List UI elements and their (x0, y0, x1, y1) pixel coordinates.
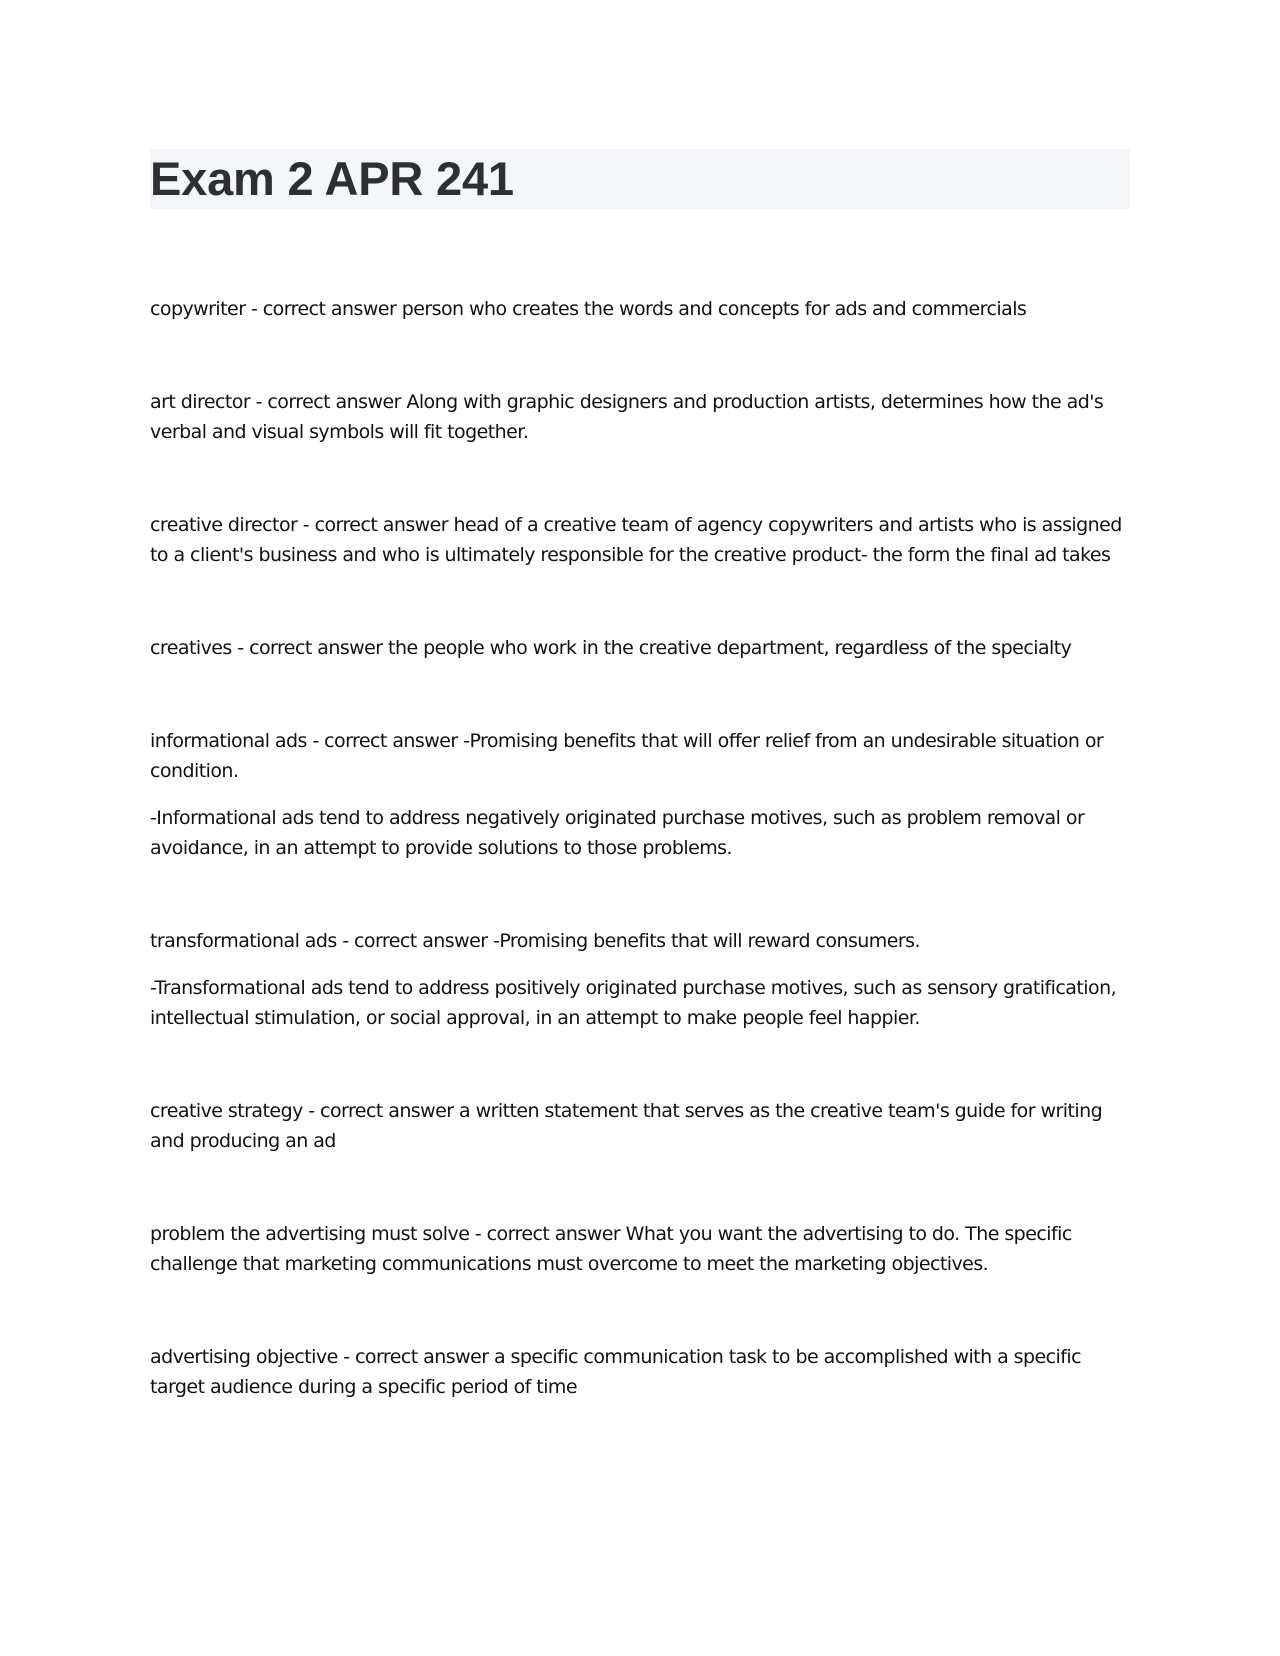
entry-text: creative director - correct answer head of a creative team of agency copywriters and artists who is assigned to a client's business and who is ultimately responsible for the creative product- the form the final ad takes (150, 514, 1122, 566)
flashcard-list (150, 294, 1130, 1402)
flashcard-entry-informational-ads (150, 726, 1130, 863)
entry-text-continued: -Informational ads tend to address negatively originated purchase motives, such as problem removal or avoidance, in an attempt to provide solutions to those problems. (150, 807, 1085, 859)
title-banner (150, 149, 1130, 209)
entry-text: art director - correct answer Along with graphic designers and production artists, determines how the ad's verbal and visual symbols will fit together. (150, 391, 1104, 443)
flashcard-entry-art-director (150, 387, 1130, 447)
entry-text: creatives - correct answer the people who work in the creative department, regardless of the specialty (150, 637, 1072, 659)
entry-text: creative strategy - correct answer a written statement that serves as the creative team's guide for writing and producing an ad (150, 1100, 1103, 1152)
entry-text: advertising objective - correct answer a specific communication task to be accomplished with a specific target audience during a specific period of time (150, 1346, 1082, 1398)
flashcard-entry-transformational-ads (150, 926, 1130, 1033)
flashcard-entry-copywriter (150, 294, 1130, 324)
document-page (150, 149, 1130, 1465)
flashcard-entry-creative-strategy (150, 1096, 1130, 1156)
entry-text: informational ads - correct answer -Promising benefits that will offer relief from an undesirable situation or condition. (150, 730, 1104, 782)
entry-text: transformational ads - correct answer -Promising benefits that will reward consumers. (150, 930, 920, 952)
flashcard-entry-creatives (150, 633, 1130, 663)
entry-text: problem the advertising must solve - correct answer What you want the advertising to do. The specific challenge that marketing communications must overcome to meet the marketing objectives. (150, 1223, 1072, 1275)
flashcard-entry-creative-director (150, 510, 1130, 570)
flashcard-entry-advertising-objective (150, 1342, 1130, 1402)
entry-text-continued: -Transformational ads tend to address positively originated purchase motives, such as sensory gratification, intellectual stimulation, or social approval, in an attempt to make people feel happier. (150, 977, 1117, 1029)
flashcard-entry-problem-advertising-must-solve (150, 1219, 1130, 1279)
document-title: Exam 2 APR 241 (150, 152, 514, 205)
entry-text: copywriter - correct answer person who creates the words and concepts for ads and commercials (150, 298, 1027, 320)
